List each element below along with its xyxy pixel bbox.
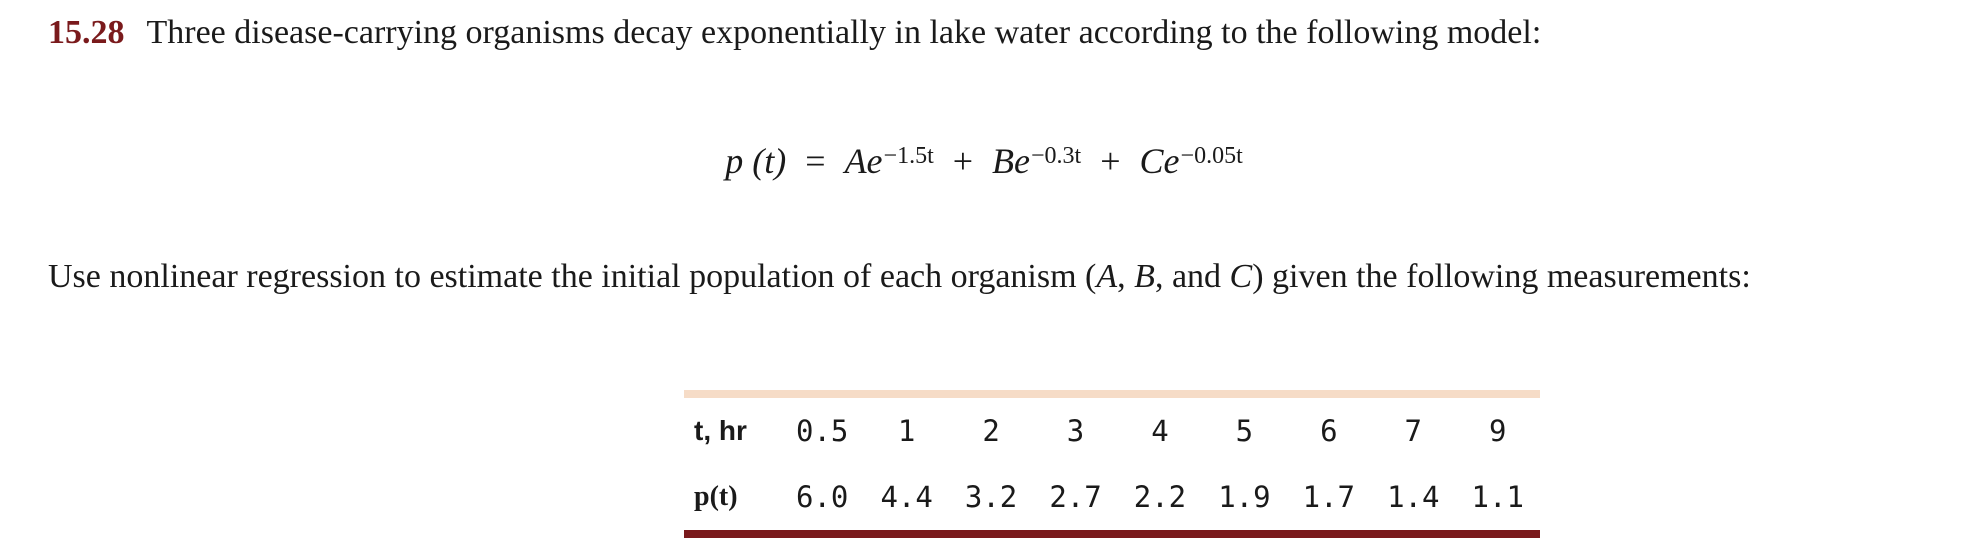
var-b: B — [1134, 258, 1155, 295]
equals-sign: = — [805, 141, 826, 181]
time-cell: 0.5 — [796, 414, 849, 448]
population-cell: 2.2 — [1133, 480, 1187, 514]
population-cell: 6.0 — [796, 480, 849, 514]
term-a-base: Ae — [844, 141, 883, 181]
time-cell: 2 — [982, 414, 1000, 448]
plus-sign-2: + — [1100, 141, 1121, 181]
term-b-base: Be — [992, 141, 1031, 181]
population-cell: 1.4 — [1387, 480, 1440, 514]
plus-sign-1: + — [952, 141, 974, 181]
population-cell: 4.4 — [880, 480, 933, 514]
time-cell: 1 — [897, 414, 916, 448]
instruction-before: Use nonlinear regression to estimate the initial population of each organism ( — [48, 258, 1097, 295]
population-cell: 1.9 — [1218, 480, 1271, 514]
term-a-exponent: −1.5t — [883, 143, 934, 169]
instruction-sep-1: , — [1117, 258, 1135, 295]
instruction-after: ) given the following measurements: — [1252, 258, 1751, 295]
model-equation — [0, 140, 1968, 182]
time-cell: 9 — [1489, 414, 1507, 448]
table-row-time — [684, 398, 1540, 464]
data-table — [684, 398, 1540, 530]
population-cell: 3.2 — [964, 480, 1018, 514]
problem-statement — [48, 14, 1541, 52]
var-c: C — [1229, 258, 1253, 295]
population-cell: 1.7 — [1302, 480, 1356, 514]
time-row-label: t, hr — [694, 415, 747, 446]
table-bottom-rule — [684, 530, 1540, 538]
var-a: A — [1096, 258, 1118, 295]
time-cell: 3 — [1066, 414, 1085, 448]
time-cell: 4 — [1151, 414, 1169, 448]
population-cell: 1.1 — [1471, 480, 1524, 514]
time-cell: 7 — [1404, 414, 1423, 448]
equation-lhs: p (t) — [725, 141, 787, 181]
time-cell: 5 — [1235, 414, 1254, 448]
table-row-population — [684, 464, 1540, 530]
table-top-rule — [684, 390, 1540, 398]
instruction-sep-2: , and — [1154, 258, 1230, 295]
term-b-exponent: −0.3t — [1031, 143, 1082, 169]
instruction-text — [48, 258, 1751, 296]
term-c-base: Ce — [1139, 141, 1180, 181]
time-cell: 6 — [1320, 414, 1338, 448]
problem-text: Three disease-carrying organisms decay exponentially in lake water according to the following model: — [146, 14, 1542, 51]
population-row-label: p(t) — [694, 481, 738, 512]
population-cell: 2.7 — [1049, 480, 1102, 514]
problem-number: 15.28 — [48, 14, 125, 51]
term-c-exponent: −0.05t — [1180, 143, 1243, 169]
measurement-table — [684, 390, 1540, 538]
